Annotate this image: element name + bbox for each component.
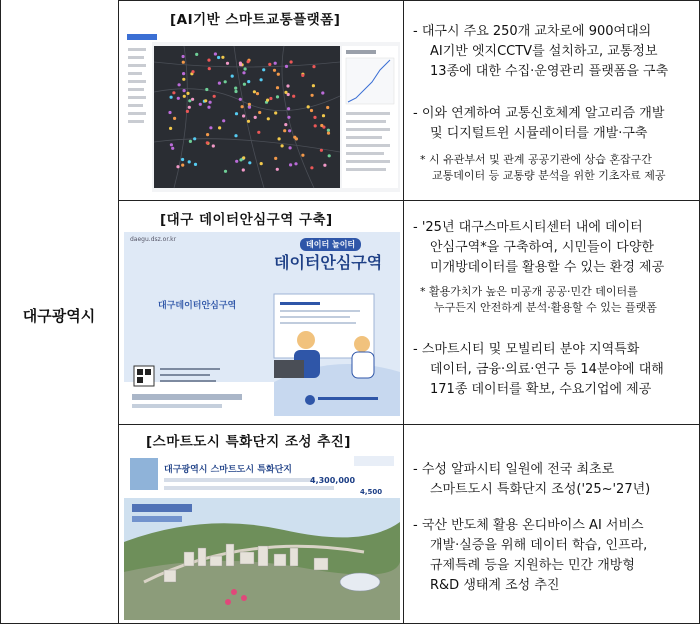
row1-line: - 이와 연계하여 교통신호체계 알고리즘 개발 [413,106,665,121]
row3-line: - 수성 알파시티 일원에 전국 최초로 [413,462,615,477]
row-divider [118,0,700,1]
row2-line: - 스마트시티 및 모빌리티 분야 지역특화 [413,342,640,357]
row3-line: 개발·실증을 위해 데이터 학습, 인프라, [430,538,648,553]
poster-badge: 데이터 놀이터 [300,238,361,251]
row1-line: AI기반 엣지CCTV를 설치하고, 교통정보 [430,44,658,59]
col-divider [403,0,404,624]
row1-note: 교통데이터 등 교통량 분석을 위한 기초자료 제공 [432,169,666,182]
row-divider [118,200,700,201]
row2-note: * 활용가치가 높은 미공개 공공·민간 데이터를 [420,285,638,298]
district-figure: 4,300,000 [310,476,356,485]
col-divider [118,0,119,624]
row1-line: 13종에 대한 수집·운영관리 플랫폼을 구축 [430,64,669,79]
row3-line: R&D 생태계 조성 추진 [430,578,560,593]
row2-line: 171종 데이터를 확보, 수요기업에 제공 [430,382,652,397]
smart-city-district-image [124,452,400,620]
row3-line: - 국산 반도체 활용 온디바이스 AI 서비스 [413,518,644,533]
row2-line: - '25년 대구스마트시티센터 내에 데이터 [413,220,643,235]
row2-title: [대구 데이터안심구역 구축] [160,212,333,228]
row3-line: 규제특례 등을 지원하는 민간 개방형 [430,558,635,573]
poster-url: daegu.dsz.or.kr [130,236,177,243]
row2-note: 누구든지 안전하게 분석·활용할 수 있는 플랫폼 [434,301,657,314]
traffic-platform-screenshot [124,32,400,192]
district-figure-2: 4,500 [360,488,383,496]
row1-line: 및 디지털트윈 시뮬레이터를 개발·구축 [430,126,648,141]
district-heading: 대구광역시 스마트도시 특화단지 [164,465,292,475]
row-divider [118,424,700,425]
region-label: 대구광역시 [22,306,96,325]
data-safe-zone-poster [124,232,400,416]
row1-line: - 대구시 주요 250개 교차로에 900여대의 [413,24,652,39]
row1-title: [AI기반 스마트교통플랫폼] [170,12,341,28]
row2-line: 안심구역*을 구축하여, 시민들이 다양한 [430,240,654,255]
row3-title: [스마트도시 특화단지 조성 추진] [146,434,351,450]
row2-line: 데이터, 금융·의료·연구 등 14분야에 대해 [430,362,664,377]
row2-line: 미개방데이터를 활용할 수 있는 환경 제공 [430,260,665,275]
poster-org: 대구데이터안심구역 [158,301,237,311]
row1-note: * 시 유관부서 및 관계 공공기관에 상습 혼잡구간 [420,153,652,166]
row3-line: 스마트도시 특화단지 조성('25~'27년) [430,482,651,497]
poster-heading: 데이터안심구역 [274,253,383,272]
